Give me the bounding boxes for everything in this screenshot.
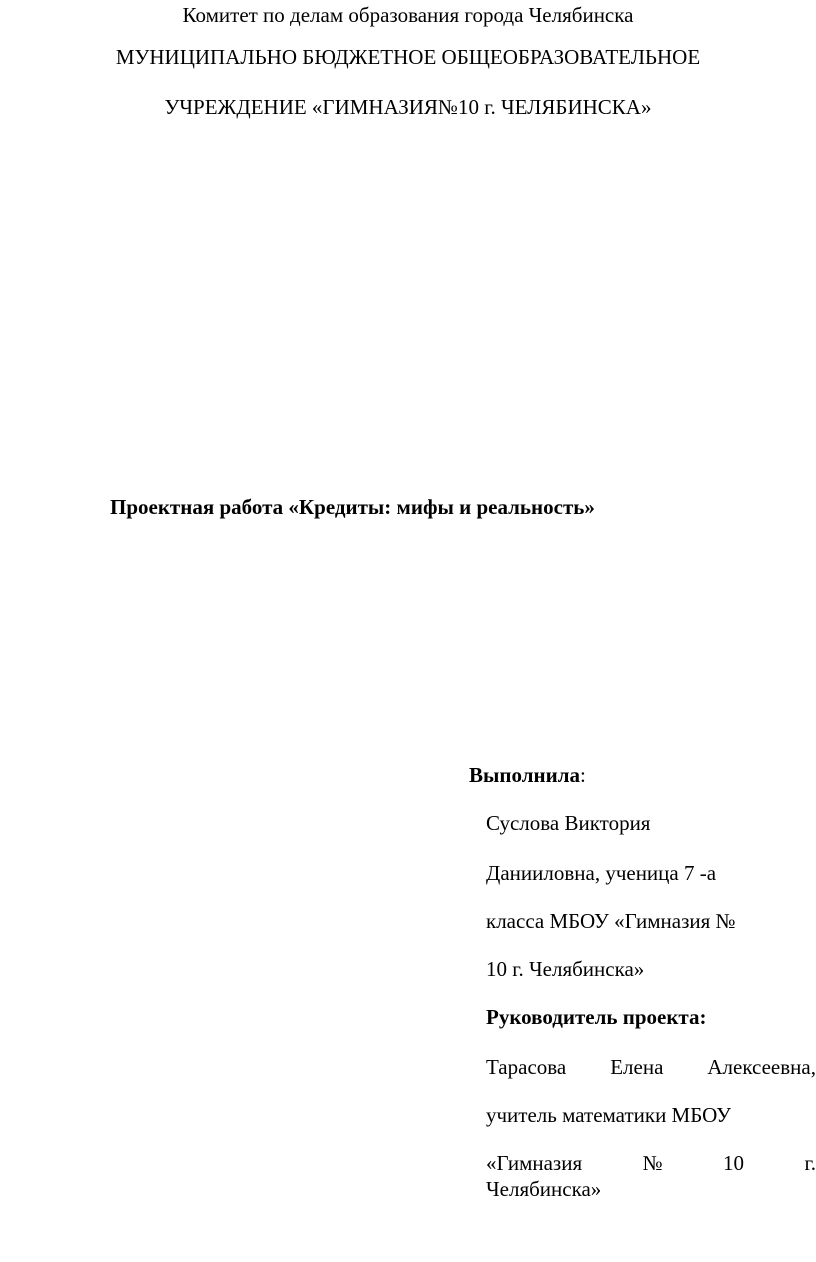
supervisor-surname: Тарасова (486, 1055, 567, 1079)
author-label: Выполнила (469, 763, 580, 787)
committee-line: Комитет по делам образования города Челябинска (182, 3, 634, 27)
project-title: Проектная работа «Кредиты: мифы и реальность» (110, 495, 595, 519)
author-line-4: 10 г. Челябинска» (486, 957, 645, 981)
author-line-3: класса МБОУ «Гимназия № (486, 909, 736, 933)
supervisor-name: Елена (610, 1055, 664, 1079)
supervisor-line-4: Челябинска» (486, 1177, 602, 1201)
supervisor-word-city-abbr: г. (804, 1151, 816, 1175)
supervisor-word-gymnasium: «Гимназия (486, 1151, 583, 1175)
author-label-colon: : (580, 763, 586, 787)
institution-line-1: МУНИЦИПАЛЬНО БЮДЖЕТНОЕ ОБЩЕОБРАЗОВАТЕЛЬНОЕ (115, 45, 701, 69)
supervisor-patronymic: Алексеевна, (707, 1055, 816, 1079)
author-line-1: Суслова Виктория (486, 811, 651, 835)
author-heading (469, 765, 586, 786)
supervisor-label: Руководитель проекта: (486, 1005, 707, 1029)
supervisor-word-number-sign: № (642, 1151, 663, 1175)
supervisor-line-1 (486, 1057, 816, 1078)
author-line-2: Данииловна, ученица 7 -а (486, 861, 717, 885)
supervisor-line-3 (486, 1153, 816, 1174)
supervisor-word-number: 10 (723, 1151, 745, 1175)
supervisor-line-2: учитель математики МБОУ (486, 1103, 731, 1127)
institution-line-2: УЧРЕЖДЕНИЕ «ГИМНАЗИЯ№10 г. ЧЕЛЯБИНСКА» (164, 95, 652, 119)
